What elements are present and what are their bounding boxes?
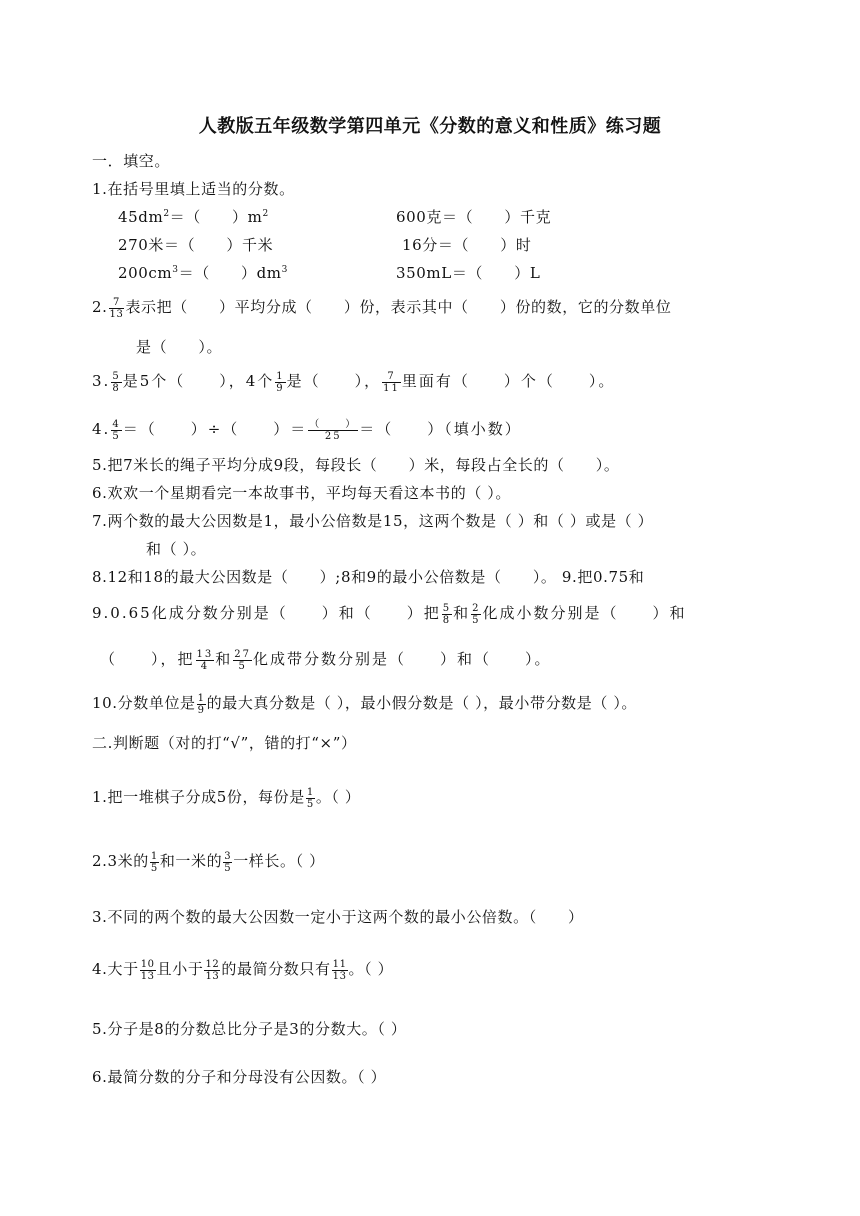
question-7-cont: 和（ ）。 <box>146 540 207 558</box>
question-2: 2. $\frac{7}{13}$ 表示把（ ）平均分成（ ）份，表示其中（ ）份的数，它的分数单位 <box>92 296 672 320</box>
q1-row1-right: 600克＝（ ）千克 <box>396 208 552 226</box>
question-8: 8.12和18的最大公因数是（ ）;8和9的最小公倍数是（ ）。 9.把0.75和 <box>92 568 645 586</box>
fraction: $\frac{27}{5}$ <box>234 648 251 672</box>
fraction: $\frac{3}{5}$ <box>224 850 232 874</box>
fraction: $\frac{1}{5}$ <box>306 786 314 810</box>
q1-row3-left: $200cm^3=$（ ）$dm^3$ <box>118 264 288 282</box>
fraction: $\frac{7}{13}$ <box>109 296 124 320</box>
fraction: $\frac{13}{4}$ <box>196 648 214 672</box>
question-3: 3. $\frac{5}{8}$ 是5个（ ），4个 $\frac{1}{9}$ 是（ ）， $\frac{7}{11}$ 里面有（ ）个（ ）。 <box>92 370 616 394</box>
question-2-cont: 是（ ）。 <box>136 338 223 356</box>
question-5: 5.把7米长的绳子平均分成9段，每段长（ ）米，每段占全长的（ ）。 <box>92 456 620 474</box>
page-title: 人教版五年级数学第四单元《分数的意义和性质》练习题 <box>198 116 662 137</box>
question-1: 1.在括号里填上适当的分数。 <box>92 180 295 198</box>
fraction: $\frac{10}{13}$ <box>140 958 155 982</box>
question-7: 7.两个数的最大公因数是1，最小公倍数是15，这两个数是（ ）和（ ）或是（ ） <box>92 512 654 530</box>
question-9: 9.0.65化成分数分别是（ ）和（ ）把 $\frac{5}{8}$ 和 $\frac{2}{5}$ 化成小数分别是（ ）和 <box>92 602 687 626</box>
q1-row3-right: 350mL＝（ ）L <box>396 264 541 282</box>
fraction: $\frac{1}{9}$ <box>197 692 205 716</box>
section1-heading: 一．填空。 <box>92 152 171 170</box>
fraction: $\frac{( )}{25}$ <box>309 418 358 442</box>
q1-row2-right: 16分＝（ ）时 <box>402 236 532 254</box>
q1-row1-left: $45dm^2=$（ ）$m^2$ <box>118 208 269 226</box>
fraction: $\frac{12}{13}$ <box>205 958 220 982</box>
question-10: 10.分数单位是 $\frac{1}{9}$ 的最大真分数是（ ），最小假分数是（ ），最小带分数是（ ）。 <box>92 692 638 716</box>
fraction: $\frac{2}{5}$ <box>472 602 481 626</box>
fraction: $\frac{4}{5}$ <box>112 418 121 442</box>
question-6: 6.欢欢一个星期看完一本故事书，平均每天看这本书的（ ）。 <box>92 484 511 502</box>
section2-heading: 二.判断题（对的打“√”，错的打“×”） <box>92 734 357 752</box>
judgment-4: 4.大于 $\frac{10}{13}$ 且小于 $\frac{12}{13}$ 的最简分数只有 $\frac{11}{13}$ 。（ ） <box>92 958 394 982</box>
judgment-5: 5.分子是8的分数总比分子是3的分数大。（ ） <box>92 1020 407 1038</box>
judgment-2: 2.3米的 $\frac{1}{5}$ 和一米的 $\frac{3}{5}$ 一样长。（ ） <box>92 850 325 874</box>
fraction: $\frac{7}{11}$ <box>383 370 400 394</box>
fraction: $\frac{5}{8}$ <box>442 602 452 626</box>
fraction: $\frac{5}{8}$ <box>112 370 121 394</box>
fraction: $\frac{1}{5}$ <box>150 850 158 874</box>
judgment-6: 6.最简分数的分子和分母没有公因数。（ ） <box>92 1068 387 1086</box>
fraction: $\frac{1}{9}$ <box>276 370 285 394</box>
question-9-cont: （ ），把 $\frac{13}{4}$ 和 $\frac{27}{5}$ 化成带分数分别是（ ）和（ ）。 <box>100 648 552 672</box>
judgment-3: 3.不同的两个数的最大公因数一定小于这两个数的最小公倍数。（ ） <box>92 908 584 926</box>
q1-row2-left: 270米＝（ ）千米 <box>118 236 274 254</box>
question-4: 4. $\frac{4}{5}$ ＝（ ）÷（ ）＝ $\frac{( )}{25}$ ＝（ ）（填小数） <box>92 418 522 442</box>
judgment-1: 1.把一堆棋子分成5份，每份是 $\frac{1}{5}$ 。（ ） <box>92 786 361 810</box>
fraction: $\frac{11}{13}$ <box>332 958 347 982</box>
